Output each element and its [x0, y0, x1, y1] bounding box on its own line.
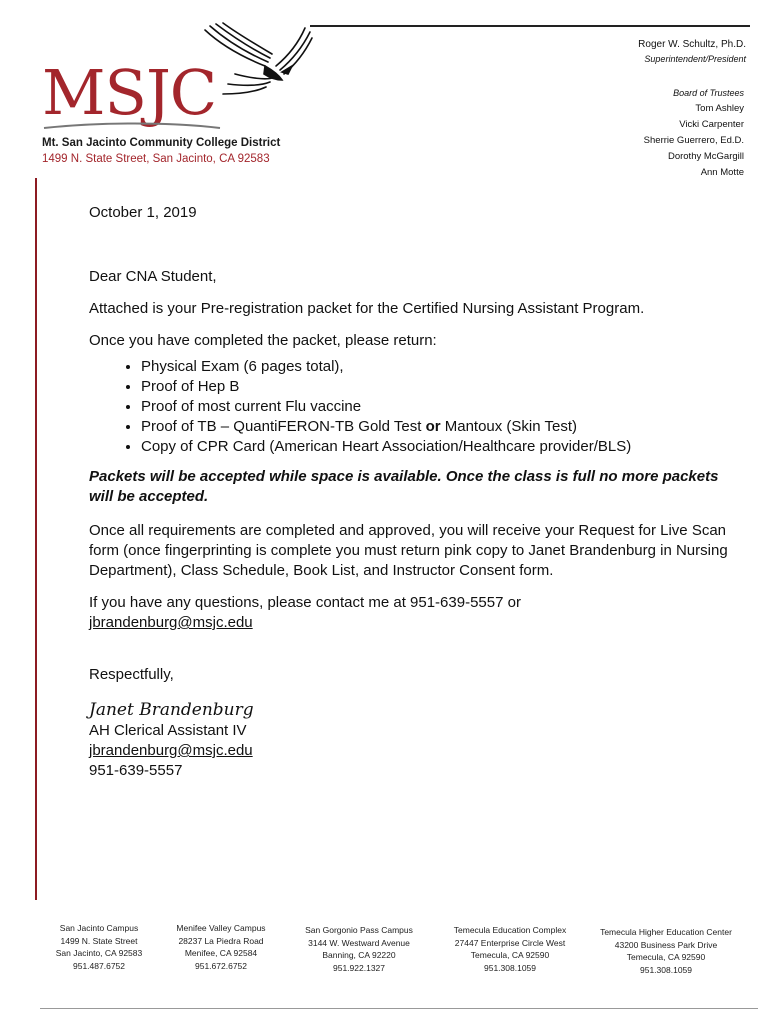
campus-city: Menifee, CA 92584: [184, 948, 258, 958]
executive-name: Roger W. Schultz, Ph.D.: [638, 39, 746, 50]
eagle-icon: [205, 23, 312, 94]
district-address: 1499 N. State Street, San Jacinto, CA 92583: [42, 153, 270, 165]
msjc-logo: [40, 22, 320, 134]
return-instruction: Once you have completed the packet, please return:: [89, 332, 437, 349]
campus-phone: 951.487.6752: [73, 960, 125, 971]
campus-temecula-higher-ed: [588, 926, 744, 976]
tb-or: or: [425, 418, 441, 435]
footer-rule: [40, 1008, 758, 1009]
approval-paragraph: Once all requirements are completed and approved, you will receive your Request for Live Scan form (once fingerprinting is complete you must return pink copy to Janet Brandenburg in Nursing Department), Class Schedule, Book List, and Instructor Consent form.: [89, 522, 728, 579]
availability-notice: Packets will be accepted while space is available. Once the class is full no more packets will be accepted.: [89, 468, 719, 505]
campus-phone: 951.308.1059: [484, 962, 536, 973]
campus-menifee: [160, 922, 282, 972]
signature: Janet Brandenburg: [89, 700, 254, 720]
campus-phone: 951.922.1327: [333, 962, 385, 973]
campus-city: Temecula, CA 92590: [470, 950, 550, 960]
board-heading: Board of Trustees: [673, 88, 744, 98]
letter-date: October 1, 2019: [89, 204, 197, 221]
salutation: Dear CNA Student,: [89, 268, 217, 285]
campus-street: 27447 Enterprise Circle West: [454, 937, 566, 948]
questions-email-link[interactable]: jbrandenburg@msjc.edu: [89, 614, 253, 631]
campus-temecula-complex: [438, 924, 582, 974]
list-item-tb: [141, 417, 729, 437]
signer-email-link[interactable]: jbrandenburg@msjc.edu: [89, 742, 253, 759]
campus-street: 43200 Business Park Drive: [614, 939, 718, 950]
signer-title: AH Clerical Assistant IV: [89, 722, 247, 739]
signer-phone: 951-639-5557: [89, 762, 183, 779]
board-member: Vicki Carpenter: [679, 119, 744, 130]
campus-phone: 951.672.6752: [195, 960, 247, 971]
campus-san-jacinto: [40, 922, 158, 972]
campus-street: 3144 W. Westward Avenue: [308, 937, 410, 948]
tb-text-after: Mantoux (Skin Test): [440, 418, 578, 435]
questions-line: If you have any questions, please contact me at 951-639-5557 or: [89, 594, 521, 611]
campus-name: Temecula Education Complex: [453, 925, 567, 935]
list-item: • Proof of most current Flu vaccine: [141, 397, 729, 417]
campus-phone: 951.308.1059: [640, 964, 692, 975]
campus-name: San Gorgonio Pass Campus: [305, 925, 413, 935]
header-rule: [310, 25, 750, 27]
campus-street: 28237 La Piedra Road: [178, 935, 264, 946]
district-name: Mt. San Jacinto Community College District: [42, 137, 281, 149]
board-member: Ann Motte: [700, 167, 744, 178]
board-member: Sherrie Guerrero, Ed.D.: [643, 135, 744, 146]
campus-city: San Jacinto, CA 92583: [55, 948, 143, 958]
board-member: Dorothy McGargill: [667, 151, 744, 162]
board-member: Tom Ashley: [695, 103, 744, 114]
campus-city: Temecula, CA 92590: [626, 952, 706, 962]
campus-name: Temecula Higher Education Center: [600, 927, 732, 937]
campus-city: Banning, CA 92220: [322, 950, 396, 960]
tb-text: Proof of TB – QuantiFERON-TB Gold Test: [141, 418, 426, 435]
closing: Respectfully,: [89, 666, 174, 683]
campus-street: 1499 N. State Street: [60, 935, 138, 946]
logo-wordmark: MSJC: [42, 56, 217, 129]
intro-paragraph: Attached is your Pre-registration packet for the Certified Nursing Assistant Program.: [89, 300, 645, 317]
list-item: • Copy of CPR Card (American Heart Association/Healthcare provider/BLS): [141, 437, 729, 457]
executive-block: [638, 38, 746, 66]
campus-name: Menifee Valley Campus: [176, 923, 266, 933]
requirements-list: [89, 357, 729, 457]
board-of-trustees: [644, 85, 744, 181]
executive-title: Superintendent/President: [644, 54, 746, 64]
letter-body: [89, 203, 729, 781]
list-item: • Proof of Hep B: [141, 377, 729, 397]
campus-name: San Jacinto Campus: [59, 923, 139, 933]
campus-san-gorgonio: [290, 924, 428, 974]
list-item: • Physical Exam (6 pages total),: [141, 357, 729, 377]
margin-rule: [35, 178, 37, 900]
